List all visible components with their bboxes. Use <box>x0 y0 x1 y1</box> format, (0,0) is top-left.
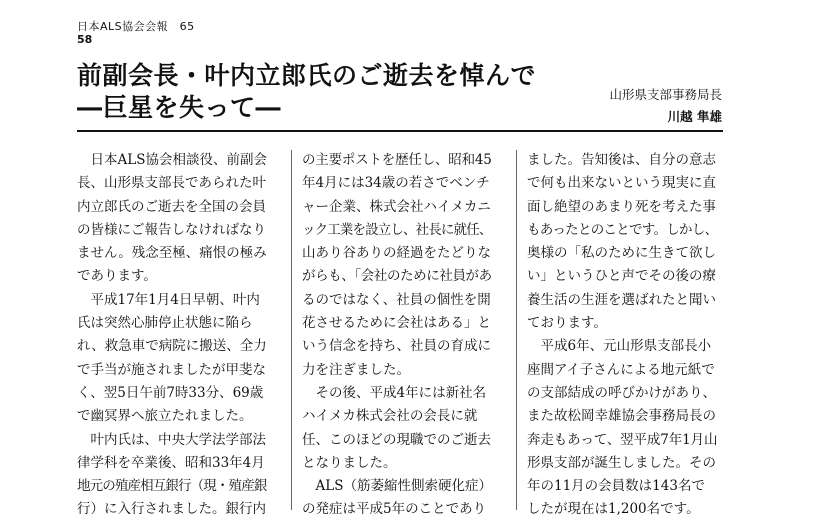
running-header <box>77 20 195 46</box>
text-line: ャー企業、株式会社ハイメカニ <box>302 198 491 215</box>
text-line: いう信念を持ち、社員の育成に <box>302 338 491 355</box>
text-line: 叶内氏は、中央大学法学部法 <box>77 431 266 448</box>
text-column-3 <box>527 149 717 522</box>
text-column-2 <box>302 149 492 522</box>
text-line: ております。 <box>527 315 607 332</box>
text-column-1 <box>77 149 267 522</box>
text-line: 奥様の「私のために生きて欲し <box>527 245 716 262</box>
text-line: 平成6年、元山形県支部長小 <box>527 338 712 355</box>
text-line: 花させるために会社はある」と <box>302 315 491 332</box>
text-line: の支部結成の呼びかけがあり、 <box>527 384 716 401</box>
column-divider-2 <box>516 150 517 510</box>
text-line: で何も出来ないという現実に直 <box>527 175 716 192</box>
author-affiliation: 山形県支部事務局長 <box>609 87 722 102</box>
title-rule <box>77 130 723 132</box>
text-line: 日本ALS協会相談役、前副会 <box>77 152 267 168</box>
text-line: 平成17年1月4日早朝、叶内 <box>77 291 260 308</box>
text-line: 奔走もあって、翌平成7年1月山 <box>527 431 718 448</box>
text-line: したが現在は1,200名です。 <box>527 501 700 518</box>
text-line: 面し絶望のあまり死を考えた事 <box>527 198 716 215</box>
text-line: で幽冥界へ旅立たれました。 <box>77 408 253 425</box>
text-line: の主要ポストを歴任し、昭和45 <box>302 152 492 168</box>
journal-name: 日本ALS協会会報 65 <box>77 20 195 33</box>
text-line: 形県支部が誕生しました。その <box>527 454 716 471</box>
text-line: その後、平成4年には新社名 <box>302 384 487 401</box>
column-divider-1 <box>291 150 292 510</box>
text-line: ハイメカ株式会社の会長に就 <box>302 408 478 425</box>
text-line: で手当が施されましたが甲斐な <box>77 361 266 378</box>
text-line: 内立郎氏のご逝去を全国の会員 <box>77 198 266 215</box>
text-line: 長、山形県支部長であられた叶 <box>77 175 266 192</box>
text-line: ました。告知後は、自分の意志 <box>527 152 716 168</box>
title-line-2: ―巨星を失って― <box>77 93 282 122</box>
text-line: 年の11月の会員数は143名で <box>527 478 705 495</box>
text-line: 任、このほどの現職でのご逝去 <box>302 431 491 448</box>
text-line: 養生活の生涯を選ばれたと聞い <box>527 291 716 308</box>
text-line: 律学科を卒業後、昭和33年4月 <box>77 454 265 471</box>
text-line: 年4月には34歳の若さでベンチ <box>302 175 490 192</box>
author-name: 川越 隼雄 <box>667 109 722 124</box>
text-line: れ、救急車で病院に搬送、全力 <box>77 338 267 355</box>
text-line: 地元の殖産相互銀行（現・殖産銀 <box>77 478 267 495</box>
article-title <box>77 60 536 124</box>
text-line: 座間アイ子さんによる地元紙で <box>527 361 715 378</box>
text-line: 氏は突然心肺停止状態に陥ら <box>77 315 253 332</box>
text-line: い」というひと声でその後の療 <box>527 268 716 285</box>
text-line: く、翌5日午前7時33分、69歳 <box>77 384 264 401</box>
text-line: となりました。 <box>302 454 397 471</box>
text-line: るのではなく、社員の個性を開 <box>302 291 491 308</box>
text-line: ません。残念至極、痛恨の極み <box>77 245 267 262</box>
text-line: がらも、「会社のために社員があ <box>302 268 492 285</box>
text-line: の皆様にご報告しなければなり <box>77 221 266 238</box>
title-line-1: 前副会長・叶内立郎氏のご逝去を悼んで <box>77 61 537 90</box>
byline <box>609 84 722 128</box>
page-number: 58 <box>77 33 93 46</box>
text-line: ALS（筋萎縮性側索硬化症） <box>302 478 492 495</box>
text-line: 力を注ぎました。 <box>302 361 410 378</box>
text-line: の発症は平成5年のことであり <box>302 501 487 518</box>
text-line: であります。 <box>77 268 157 285</box>
text-line: ック工業を設立し、社長に就任、 <box>302 221 492 238</box>
text-line: 山あり谷ありの経過をたどりな <box>302 245 491 262</box>
text-line: もあったとのことです。しかし、 <box>527 221 718 238</box>
text-line: また故松岡幸雄協会事務局長の <box>527 408 716 425</box>
text-line: 行）に入行されました。銀行内 <box>77 501 266 518</box>
